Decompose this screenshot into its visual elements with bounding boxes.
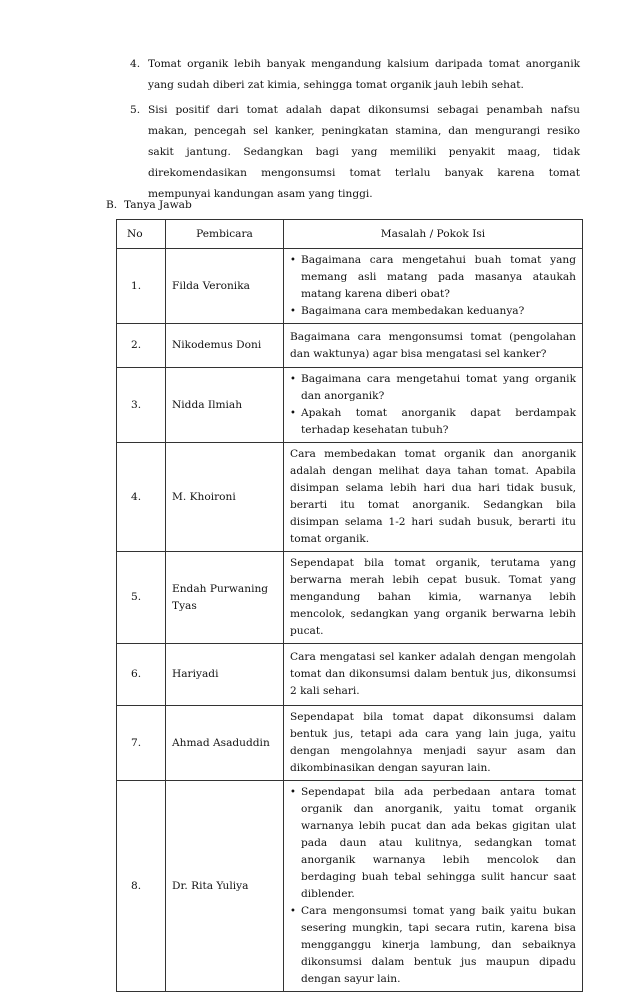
topic-bullet-text: Sependapat bila ada perbedaan antara tomat organik dan anorganik, yaitu tomat organik warnanya lebih pucat dan ada bekas gigitan ulat pada daun atau kulitnya, sedangkan tomat anorganik warnanya lebih mencolok dan berdaging buah tebal sehingga sulit hancur saat diblender. (301, 786, 576, 900)
topic-bullet-text: Bagaimana cara membedakan keduanya? (301, 305, 525, 317)
row-topic: Bagaimana cara mengonsumsi tomat (pengolahan dan waktunya) agar bisa mengatasi sel kanker? (284, 324, 583, 368)
section-letter: B. (106, 199, 118, 211)
bullet-icon: • (290, 906, 296, 917)
row-no: 6. (117, 644, 166, 706)
list-item (112, 100, 580, 205)
row-no: 3. (117, 368, 166, 443)
topic-bullet-text: Bagaimana cara mengetahui tomat yang organik dan anorganik? (301, 373, 576, 402)
list-item (112, 54, 580, 96)
row-no: 1. (117, 249, 166, 324)
list-item-text: Tomat organik lebih banyak mengandung kalsium daripada tomat anorganik yang sudah diberi zat kimia, sehingga tomat organik jauh lebih sehat. (148, 58, 580, 91)
table-row (117, 552, 583, 644)
table-row (117, 706, 583, 781)
row-topic: Sependapat bila tomat organik, terutama yang berwarna merah lebih cepat busuk. Tomat yang mengandung bahan kimia, warnanya lebih mencolok, sedangkan yang organik berwarna lebih pucat. (284, 552, 583, 644)
topic-bullet-text: Bagaimana cara mengetahui buah tomat yang memang asli matang pada masanya ataukah matang karena diberi obat? (301, 254, 576, 300)
qa-table (116, 219, 583, 992)
header-no: No (117, 220, 166, 249)
bullet-icon: • (290, 408, 296, 419)
table-row (117, 368, 583, 443)
section-title-text: Tanya Jawab (124, 199, 192, 211)
list-item-text: Sisi positif dari tomat adalah dapat dikonsumsi sebagai penambah nafsu makan, pencegah sel kanker, peningkatan stamina, dan mengurangi resiko sakit jantung. Sedangkan bagi yang memiliki penyakit maag, tidak direkomendasikan mengonsumsi tomat terlalu banyak karena tomat mempunyai kandungan asam yang tinggi. (148, 104, 580, 200)
topic-bullet (290, 303, 576, 320)
row-topic: Sependapat bila tomat dapat dikonsumsi dalam bentuk jus, tetapi ada cara yang lain juga, yaitu dengan mengolahnya menjadi sayur asam dan dikombinasikan dengan sayuran lain. (284, 706, 583, 781)
topic-bullet (290, 371, 576, 405)
list-item-number: 4. (130, 58, 141, 70)
row-no: 7. (117, 706, 166, 781)
topic-bullet-text: Cara mengonsumsi tomat yang baik yaitu bukan sesering mungkin, tapi secara rutin, karena bisa mengganggu kinerja lambung, dan sebaiknya dikonsumsi dalam bentuk jus maupun dipadu dengan sayur lain. (301, 905, 576, 985)
row-speaker: Nikodemus Doni (166, 324, 284, 368)
topic-bullet (290, 252, 576, 303)
topic-bullet (290, 903, 576, 988)
topic-bullet (290, 405, 576, 439)
bullet-icon: • (290, 306, 296, 317)
topic-bullet-list (290, 252, 576, 320)
topic-bullet (290, 784, 576, 903)
intro-numbered-list (112, 54, 580, 209)
table-row (117, 249, 583, 324)
row-no: 8. (117, 781, 166, 992)
topic-bullet-list (290, 784, 576, 988)
row-speaker: Dr. Rita Yuliya (166, 781, 284, 992)
row-speaker: Ahmad Asaduddin (166, 706, 284, 781)
table-row (117, 324, 583, 368)
table-row (117, 443, 583, 552)
row-no: 5. (117, 552, 166, 644)
row-speaker: Endah Purwaning Tyas (166, 552, 284, 644)
row-topic (284, 249, 583, 324)
row-no: 2. (117, 324, 166, 368)
bullet-icon: • (290, 255, 296, 266)
row-no: 4. (117, 443, 166, 552)
bullet-icon: • (290, 374, 296, 385)
list-item-number: 5. (130, 104, 141, 116)
row-speaker: Hariyadi (166, 644, 284, 706)
table-row (117, 781, 583, 992)
row-speaker: Nidda Ilmiah (166, 368, 284, 443)
topic-bullet-list (290, 371, 576, 439)
section-heading (106, 196, 192, 214)
header-speaker: Pembicara (166, 220, 284, 249)
header-topic: Masalah / Pokok Isi (284, 220, 583, 249)
row-topic (284, 781, 583, 992)
table-header-row (117, 220, 583, 249)
row-speaker: M. Khoironi (166, 443, 284, 552)
row-topic: Cara membedakan tomat organik dan anorganik adalah dengan melihat daya tahan tomat. Apabila disimpan selama lebih hari dua hari tidak busuk, berarti itu tomat anorganik. Sedangkan bila disimpan selama 1-2 hari sudah busuk, berarti itu tomat organik. (284, 443, 583, 552)
row-topic (284, 368, 583, 443)
row-speaker: Filda Veronika (166, 249, 284, 324)
table-row (117, 644, 583, 706)
bullet-icon: • (290, 787, 296, 798)
topic-bullet-text: Apakah tomat anorganik dapat berdampak terhadap kesehatan tubuh? (301, 407, 576, 436)
row-topic: Cara mengatasi sel kanker adalah dengan mengolah tomat dan dikonsumsi dalam bentuk jus, dikonsumsi 2 kali sehari. (284, 644, 583, 706)
